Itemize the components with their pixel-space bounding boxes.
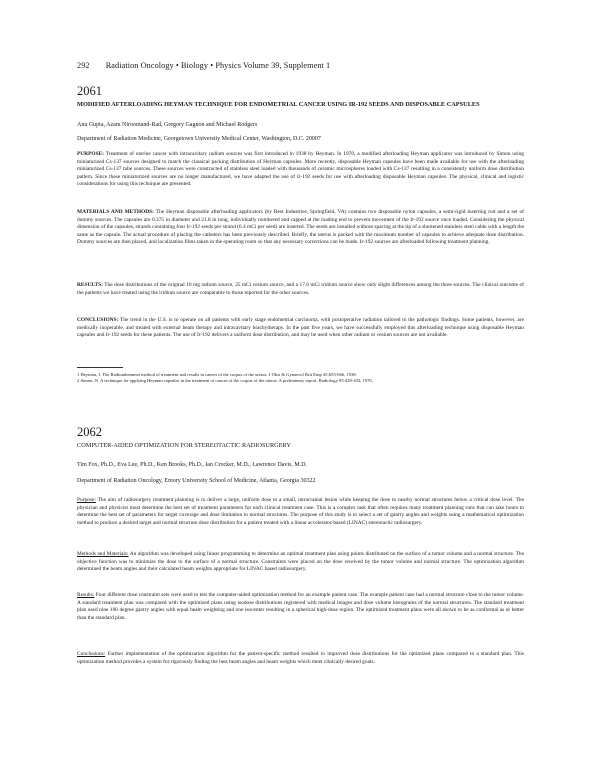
abstract-title: COMPUTER-AIDED OPTIMIZATION FOR STEREOTACTIC RADIOSURGERY — [77, 442, 291, 449]
abstract-authors: Tim Fox, Ph.D., Eva Lee, Ph.D., Ken Brooks, Ph.D., Ian Crocker, M.D., Lawrence Davis, M.D. — [77, 462, 308, 468]
abstract-methods — [77, 551, 524, 574]
abstract-conclusions — [77, 651, 524, 666]
section-text: The dose distributions of the original 10 mg radium source, 25 mCi cesium source, and a 17.6 mCi iridium source show only slight differences among the three sources. The clinical outcome of the patients we have treated using the iridium source are comparable to those reported for the other sources. — [77, 282, 524, 296]
section-label: PURPOSE: — [77, 151, 104, 157]
abstract-department: Department of Radiation Oncology, Emory University School of Medicine, Atlanta, Georgia 30322 — [77, 478, 316, 484]
abstract-methods — [77, 209, 524, 247]
section-label: MATERIALS AND METHODS: — [77, 209, 154, 215]
section-label: Conclusions: — [77, 651, 106, 657]
reference-item: 2 Simon, N. A technique for applying Heyman capsules in the treatment of cancer of the corpus of the uterus. A preliminary report. Radiology 95:429-433, 1970. — [77, 378, 373, 384]
footnote-rule — [77, 367, 123, 368]
abstract-results — [77, 282, 524, 297]
page-number: 292 — [77, 61, 90, 70]
abstract-authors: Anu Gupta, Azam Niroomand-Rad, Gregory Gagnon and Michael Rodgers — [77, 122, 258, 128]
abstract-number: 2061 — [77, 84, 102, 98]
section-label: Results: — [77, 592, 95, 598]
section-text: Further implementation of the optimization algorithm for the patient-specific method resulted in improved dose distributions for the optimized plans compared to a standard plan. This optimization method provides a system for rigorously finding the best beam angles and beam weights which meet clinically desired goals. — [77, 651, 524, 665]
section-text: An algorithm was developed using linear programming to determine an optimal treatment plan using points distributed on the surface of a tumor volume and a normal structure. The objective function was to minimize the dose to the surface of a normal structure. Constraints were placed on the dose received by the tumor volume and normal structure. The optimization algorithm determined the beam angles and their calculated beam weights appropriate for LINAC based radiosurgery. — [77, 551, 524, 573]
journal-title: Radiation Oncology • Biology • Physics Volume 39, Supplement 1 — [105, 61, 331, 70]
section-text: The Heyman disposable afterloading applicators (by Best Industries, Springfield, VA) contains two disposable nylon capsules, a semi-rigid inserting rod and a set of dummy sources. The capsules are 0.375 in diameter and 21.8 in long, individually numbered and capped at the loading end to prevent movement of the Ir-192 source once loaded. Considering the physical dimension of the capsules, strands containing four Ir-192 seeds per strand (6.4 mCi per seed) are inserted. The seeds are installed without spacing at the tip of a shortened stainless steel cable with a length the same as the capsule. The actual procedure of placing the catheters has been previously described. Briefly, the uterus is packed with the maximum number of capsules to achieve adequate dose distribution. Dummy sources are then placed, and localization films taken in the operating room so that any necessary corrections can be made. Ir-192 sources are afterloaded following treatment planning. — [77, 209, 524, 246]
abstract-purpose — [77, 151, 524, 189]
abstract-conclusions — [77, 317, 524, 340]
abstract-department: Department of Radiation Medicine, Georgetown University Medical Center, Washington, D.C. 20007 — [77, 136, 321, 142]
references-list — [77, 372, 524, 384]
section-text: Four different dose constraint sets were used to test the computer-aided optimization method for an example patient case. The example patient case had a normal structure close to the tumor volume. A standard treatment plan was compared with the optimized plans using isodose distributions registered with medical images and dose volume histograms of the normal structures. The standard treatment plan used nine 100 degree gantry angles with equal beam weighting and one isocenter resulting in a spherical high-dose region. The optimized treatment plans were all shown to be as conformal as or better than the standard plan. — [77, 592, 524, 621]
section-label: CONCLUSIONS: — [77, 317, 119, 323]
reference-item: 1 Heyman, J. The Radiumhemmet method of treatment and results in cancer of the corpus of the uterus. J Obst & Gynaecol Brit Emp 45:655-666, 1938. — [77, 372, 357, 377]
running-head — [77, 61, 524, 70]
abstract-results — [77, 592, 524, 622]
abstract-number: 2062 — [77, 425, 102, 439]
section-label: Methods and Materials: — [77, 551, 129, 557]
section-label: RESULTS: — [77, 282, 103, 288]
section-text: The trend in the U.S. is to operate on all patients with early stage endometrial carcinoma, with postoperative radiation tailored to the pathologic findings. Some patients, however, are medically inoperable, and treated with external beam therapy and intracavitary brachytherapy. In the past five years, we have successfully employed this afterloading technique using disposable Heyman capsules and Ir-192 seeds for these patients. The use of Ir-192 delivers a uniform dose distribution, and may be used when other radium or cesium sources are not available. — [77, 317, 524, 339]
section-text: Treatment of uterine cancer with intracavitary radium sources was first introduced in 1938 by Heyman. In 1970, a modified afterloading Heyman applicator was introduced by Simon using miniaturized Cs-137 sources designed to match the classical packing distribution of Heyman capsules. More recently, disposable Heyman capsules have been made available for use with the afterloading miniaturized Cs-137 tube sources. These sources were constructed of stainless steel loaded with thousands of ceramic microspheres loaded with Cs-137 resulting in a consistently uniform dose distribution pattern. Since these miniaturized sources are no longer manufactured, we have adapted the use of Ir-192 seeds for use with afterloading disposable Heyman capsules. The physical, clinical and logistic considerations for using this technique are presented. — [77, 151, 524, 188]
section-text: The aim of radiosurgery treatment planning is to deliver a large, uniform dose to a small, intracranial lesion while keeping the dose to nearby normal structures below a critical dose level. The physician and physicist must determine the best set of treatment parameters for each clinical treatment case. This is a complex task that often requires many treatment planning runs that can take hours to determine the best set of parameters for target coverage and dose limitation to normal structures. The purpose of this study is to select a set of gantry angles and weights using a mathematical optimization method to produce a desired target and normal structure dose distribution for a patient treated with a linear accelerator-based (LINAC) stereotactic radiosurgery. — [77, 497, 524, 526]
abstract-purpose — [77, 497, 524, 527]
abstract-title: MODIFIED AFTERLOADING HEYMAN TECHNIQUE FOR ENDOMETRIAL CANCER USING IR-192 SEEDS AND DISPOSABLE CAPSULES — [77, 101, 480, 108]
section-label: Purpose: — [77, 497, 96, 503]
